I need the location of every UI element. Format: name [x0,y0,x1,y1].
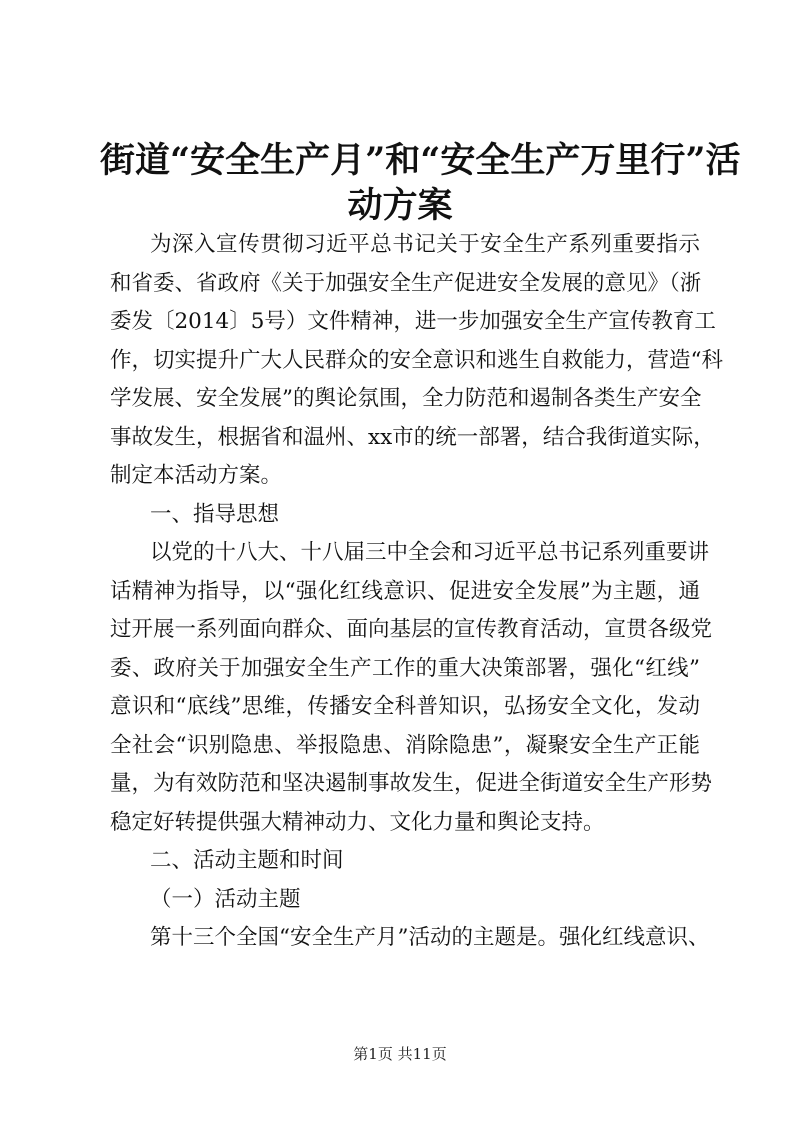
paragraph-line: 学发展、安全发展”的舆论氛围，全力防范和遏制各类生产安全 [110,386,702,411]
paragraph-line: 第十三个全国“安全生产月”活动的主题是。强化红线意识、 [150,925,710,950]
section-heading: 二、活动主题和时间 [150,848,344,873]
paragraph-line: 过开展一系列面向群众、面向基层的宣传教育活动，宣贯各级党 [110,617,713,642]
paragraph-line: 和省委、省政府《关于加强安全生产促进安全发展的意见》（浙 [110,270,702,296]
paragraph-line: 稳定好转提供强大精神动力、文化力量和舆论支持。 [110,809,605,835]
paragraph-line: 全社会“识别隐患、举报隐患、消除隐患”，凝聚安全生产正能 [110,732,700,758]
document-title [100,138,741,228]
title-line-2: 动方案 [347,185,453,226]
document-body [110,226,723,958]
section-heading: 一、指导思想 [150,501,280,527]
paragraph-line: 量，为有效防范和坚决遏制事故发生，促进全街道安全生产形势 [110,771,713,796]
paragraph-line: 为深入宣传贯彻习近平总书记关于安全生产系列重要指示 [150,232,700,257]
paragraph-line: 作，切实提升广大人民群众的安全意识和逃生自救能力，营造“科 [110,347,723,373]
paragraph-line: 意识和“底线”思维，传播安全科普知识，弘扬安全文化，发动 [110,694,700,719]
subsection-heading: （一）活动主题 [150,886,301,912]
paragraph-line: 事故发生，根据省和温州、xx市的统一部署，结合我街道实际， [110,424,715,450]
paragraph-line: 制定本活动方案。 [110,463,283,488]
paragraph-line: 委发〔2014〕5号）文件精神，进一步加强安全生产宣传教育工 [110,309,716,334]
paragraph-line: 话精神为指导，以“强化红线意识、促进安全发展”为主题，通 [110,578,700,604]
paragraph-line: 以党的十八大、十八届三中全会和习近平总书记系列重要讲 [150,540,710,565]
title-line-1: 街道“安全生产月”和“安全生产万里行”活 [100,140,741,181]
paragraph-line: 委、政府关于加强安全生产工作的重大决策部署，强化“红线” [110,655,700,681]
page-number-footer: 第1页 共11页 [353,1045,447,1063]
